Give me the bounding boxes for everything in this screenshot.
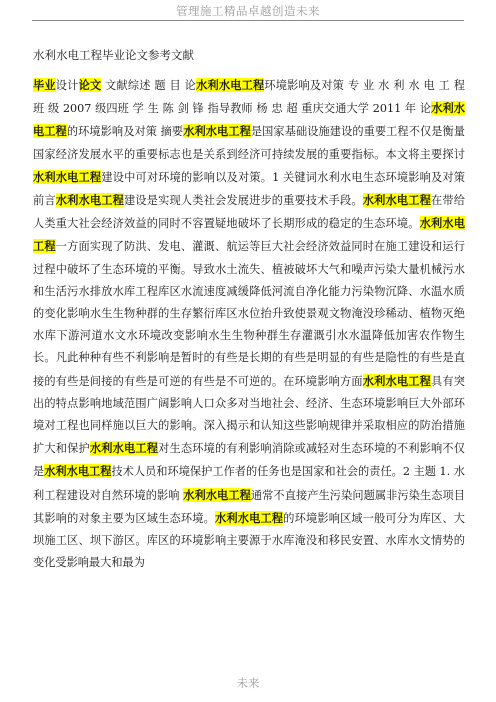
highlighted-term: 水利水电工程: [196, 78, 265, 92]
body-segment: 文献综述 题 目 论: [101, 79, 197, 92]
highlighted-term: 毕业: [33, 78, 56, 92]
body-segment: 在带给人类重大社会经济效益的同时不容置疑地破坏了长期形成的稳定的生态环境。: [33, 194, 465, 231]
highlighted-term: 水利水电工程: [33, 101, 465, 139]
highlighted-term: 水利水电工程: [362, 193, 432, 208]
highlighted-term: 水利水电工程: [214, 510, 284, 525]
highlighted-term: 水利水电工程: [33, 216, 465, 254]
body-segment: 技术人员和环境保护工作者的任务也是国家和社会的责任。2 主题 1. 水利工程建设对自然环境的影响: [33, 465, 465, 502]
highlighted-term: 论文: [78, 78, 102, 92]
body-segment: 通常不直接产生污染问题属非污染生态项目其影响的对象主要为区域生态环境。: [33, 488, 465, 525]
page-header: 管理施工精品卓越创造未来: [176, 4, 320, 18]
page-footer: 未来: [236, 676, 260, 690]
body-segment: 建设中可对环境的影响以及对策。1 关键词水利水电生态环境影响及对策 前言: [33, 170, 465, 208]
header-divider: [32, 20, 464, 21]
body-segment: 具有突出的特点影响地域范围广阔影响人口众多对当地社会、经济、生态环境影响巨大外部环境对工程也同样施以巨大的影响。深入揭示和认知这些影响规律并采取相应的防治措施扩大和保护: [33, 374, 465, 456]
document-title: 水利水电工程毕业论文参考文献: [33, 48, 194, 62]
body-segment: 建设是实现人类社会发展进步的重要技术手段。: [123, 194, 363, 208]
highlighted-term: 水利水电工程: [55, 193, 124, 208]
body-segment: 的环境影响区域一般可分为库区、大坝施工区、坝下游区。库区的环境影响主要源于水库淹没和移民安置、水库水文情势的变化受影响最大和最为: [33, 511, 465, 570]
body-segment: 设计: [55, 79, 79, 92]
body-segment: 对生态环境的有利影响消除或减轻对生态环境的不利影响不仅是: [33, 442, 465, 479]
highlighted-term: 水利水电工程: [44, 464, 112, 479]
body-segment: 环境影响及对策 专 业 水 利 水 电 工 程 班 级 2007 级四班 学 生 陈 剑 锋 指导教师 杨 忠 超 重庆交通大学 2011 年 论: [33, 79, 465, 116]
body-paragraph: [33, 74, 465, 574]
body-segment: 一方面实现了防洪、发电、灌溉、航运等巨大社会经济效益同时在施工建设和运行过程中破坏了生态环境的平衡。导致水土流失、植被破坏大气和噪声污染大量机械污水和生活污水排放水库工程库区水流速度减缓降低河流自净化能力污染物沉降、水温水质的变化影响水生生物种群的生存繁衍库区水位抬升致使景观文物淹没珍稀动、植物灭绝水库下游河道水文水环境改变影响水生生物种群生存灌溉引水水温降低加害农作物生长。凡此种种有些不利影响是暂时的有些是长期的有些是明显的有些是隐性的有些是直接的有些是间接的有些是可逆的有些是不可逆的。在环境影响方面: [33, 240, 465, 388]
highlighted-term: 水利水电工程: [183, 487, 251, 502]
body-segment: 是国家基础设施建设的重要工程不仅是衡量国家经济发展水平的重要标志也是关系到经济可持续发展的重要指标。本文将主要探讨: [33, 125, 465, 161]
highlighted-term: 水利水电工程: [362, 373, 432, 388]
body-segment: 的环境影响及对策 摘要: [66, 125, 184, 139]
highlighted-term: 水利水电工程: [89, 441, 159, 456]
highlighted-term: 水利水电工程: [33, 169, 102, 184]
highlighted-term: 水利水电工程: [183, 124, 251, 139]
